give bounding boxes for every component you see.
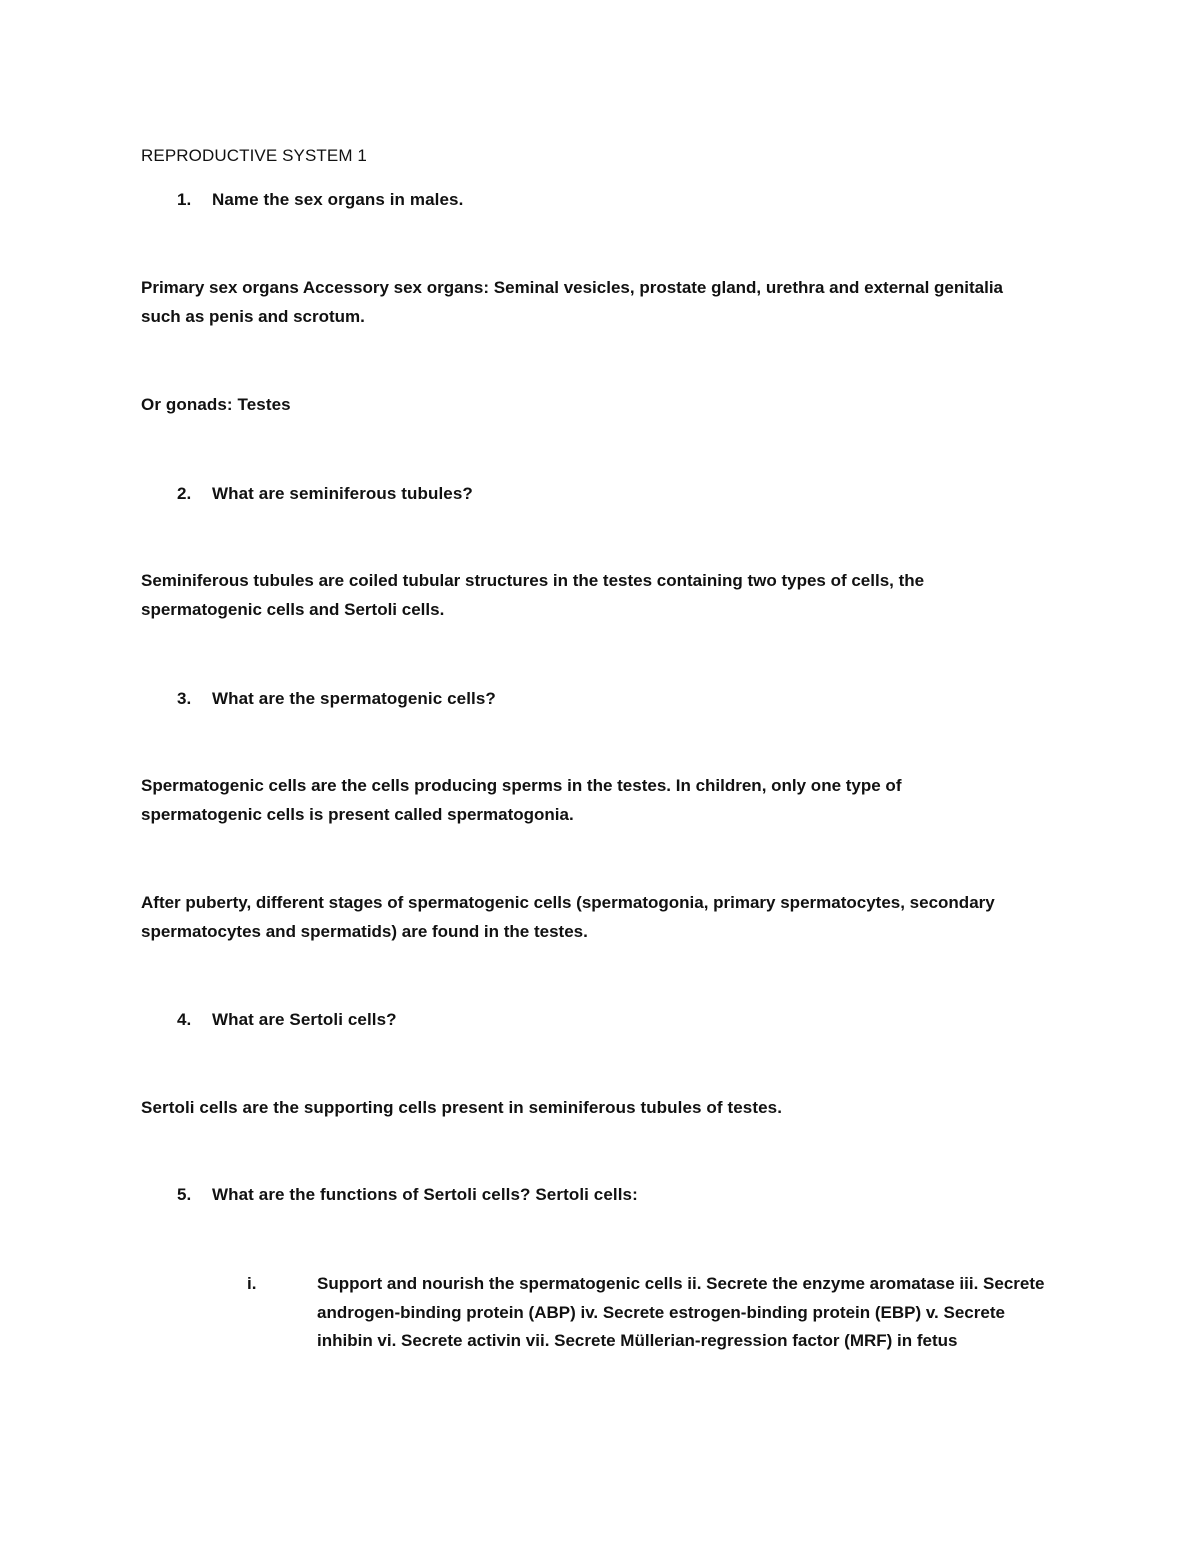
answer-3b: After puberty, different stages of spermatogenic cells (spermatogonia, primary spermatocytes, secondary spermatocytes and spermatids) are found in the testes. (141, 893, 995, 941)
answer-1b: Or gonads: Testes (141, 395, 291, 414)
question-5-text: What are the functions of Sertoli cells? Sertoli cells: (212, 1185, 638, 1204)
question-2-text: What are seminiferous tubules? (212, 484, 473, 503)
answer-1a: Primary sex organs Accessory sex organs: Seminal vesicles, prostate gland, urethra and external genitalia such as penis and scrotum. (141, 278, 1004, 326)
answer-2: Seminiferous tubules are coiled tubular structures in the testes containing two types of cells, the spermatogenic cells and Sertoli cells. (141, 571, 925, 619)
sub-item-marker: i. (247, 1274, 257, 1293)
document-title: REPRODUCTIVE SYSTEM 1 (141, 146, 367, 165)
answer-4: Sertoli cells are the supporting cells present in seminiferous tubules of testes. (141, 1098, 783, 1117)
question-4-number: 4. (177, 1010, 192, 1029)
question-1-text: Name the sex organs in males. (212, 190, 464, 209)
question-2-number: 2. (177, 484, 192, 503)
question-1-number: 1. (177, 190, 192, 209)
answer-3a: Spermatogenic cells are the cells producing sperms in the testes. In children, only one type of spermatogenic cells is present called spermatogonia. (141, 776, 902, 824)
question-4-text: What are Sertoli cells? (212, 1010, 397, 1029)
question-3-number: 3. (177, 689, 192, 708)
sub-item-text: Support and nourish the spermatogenic cells ii. Secrete the enzyme aromatase iii. Secrete androgen-binding protein (ABP) iv. Secrete estrogen-binding protein (EBP) v. Secrete inhibin vi. Secrete activin vii. Secrete Müllerian-regression factor (MRF) in fetus (317, 1274, 1045, 1350)
question-3-text: What are the spermatogenic cells? (212, 689, 496, 708)
question-5-number: 5. (177, 1185, 192, 1204)
